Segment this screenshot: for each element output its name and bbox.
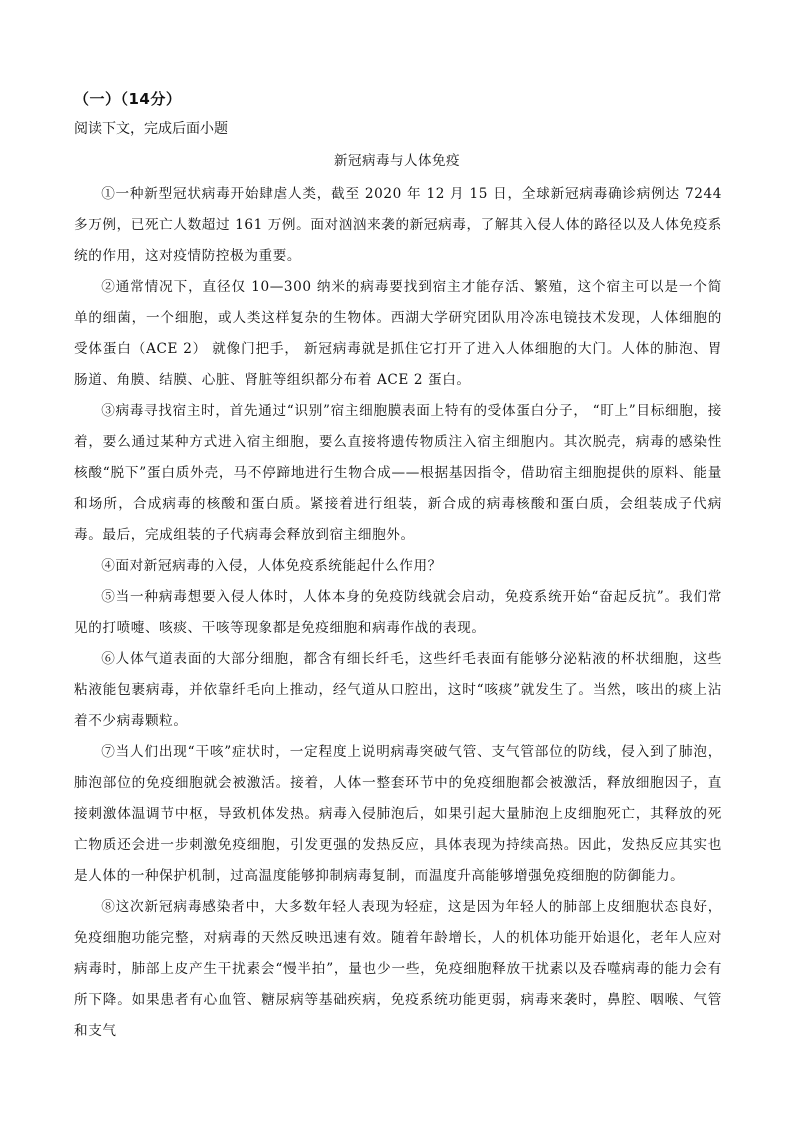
paragraph-7: ⑦当人们出现“干咳”症状时，一定程度上说明病毒突破气管、支气管部位的防线，侵入到了肺泡，肺泡部位的免疫细胞就会被激活。接着，人体一整套环节中的免疫细胞都会被激活，释放细胞因子，直接刺激体温调节中枢，导致机体发热。病毒入侵肺泡后，如果引起大量肺泡上皮细胞死亡，其释放的死亡物质还会进一步刺激免疫细胞，引发更强的发热反应，具体表现为持续高热。因此，发热反应其实也是人体的一种保护机制，过高温度能够抑制病毒复制，而温度升高能够增强免疫细胞的防御能力。 (74, 744, 722, 884)
paragraph-8: ⑧这次新冠病毒感染者中，大多数年轻人表现为轻症，这是因为年轻人的肺部上皮细胞状态良好，免疫细胞功能完整，对病毒的天然反映迅速有效。随着年龄增长，人的机体功能开始退化，老年人应对病毒时，肺部上皮产生干扰素会“慢半拍”，量也少一些，免疫细胞释放干扰素以及吞噬病毒的能力会有所下降。如果患者有心血管、糖尿病等基础疾病，免疫系统功能更弱，病毒来袭时，鼻腔、咽喉、气管和支气 (74, 899, 722, 1039)
paragraph-1: ①一种新型冠状病毒开始肆虐人类，截至 2020 年 12 月 15 日，全球新冠病毒确诊病例达 7244 多万例，已死亡人数超过 161 万例。面对汹汹来袭的新冠病毒，了解其入侵人体的路径以及人体免疫系统的作用，这对疫情防控极为重要。 (74, 186, 722, 264)
paragraph-4: ④面对新冠病毒的入侵，人体免疫系统能起什么作用？ (101, 558, 442, 574)
reading-instruction: 阅读下文，完成后面小题 (74, 121, 228, 137)
paragraph-6: ⑥人体气道表面的大部分细胞，都含有细长纤毛，这些纤毛表面有能够分泌粘液的杯状细胞，这些粘液能包裹病毒，并依靠纤毛向上推动，经气道从口腔出，这时“咳痰”就发生了。当然，咳出的痰上沾着不少病毒颗粒。 (74, 651, 722, 729)
paragraph-5: ⑤当一种病毒想要入侵人体时，人体本身的免疫防线就会启动，免疫系统开始“奋起反抗”。我们常见的打喷嚏、咳痰、干咳等现象都是免疫细胞和病毒作战的表现。 (74, 589, 722, 636)
paragraph-3: ③病毒寻找宿主时，首先通过“识别”宿主细胞膜表面上特有的受体蛋白分子， “盯上”目标细胞，接着，要么通过某种方式进入宿主细胞，要么直接将遗传物质注入宿主细胞内。其次脱壳，病毒的感染性核酸“脱下”蛋白质外壳，马不停蹄地进行生物合成——根据基因指令，借助宿主细胞提供的原料、能量和场所，合成病毒的核酸和蛋白质。紧接着进行组装，新合成的病毒核酸和蛋白质，会组装成子代病毒。最后，完成组装的子代病毒会释放到宿主细胞外。 (74, 403, 722, 543)
article-body (74, 179, 722, 1047)
article-title: 新冠病毒与人体免疫 (334, 153, 460, 169)
section-heading: （一）（14分） (74, 90, 182, 108)
paragraph-2: ②通常情况下，直径仅 10—300 纳米的病毒要找到宿主才能存活、繁殖，这个宿主可以是一个简单的细菌，一个细胞，或人类这样复杂的生物体。西湖大学研究团队用冷冻电镜技术发现，人体细胞的受体蛋白（ACE 2） 就像门把手， 新冠病毒就是抓住它打开了进入人体细胞的大门。人体的肺泡、胃肠道、角膜、结膜、心脏、肾脏等组织都分布着 ACE 2 蛋白。 (74, 279, 722, 388)
